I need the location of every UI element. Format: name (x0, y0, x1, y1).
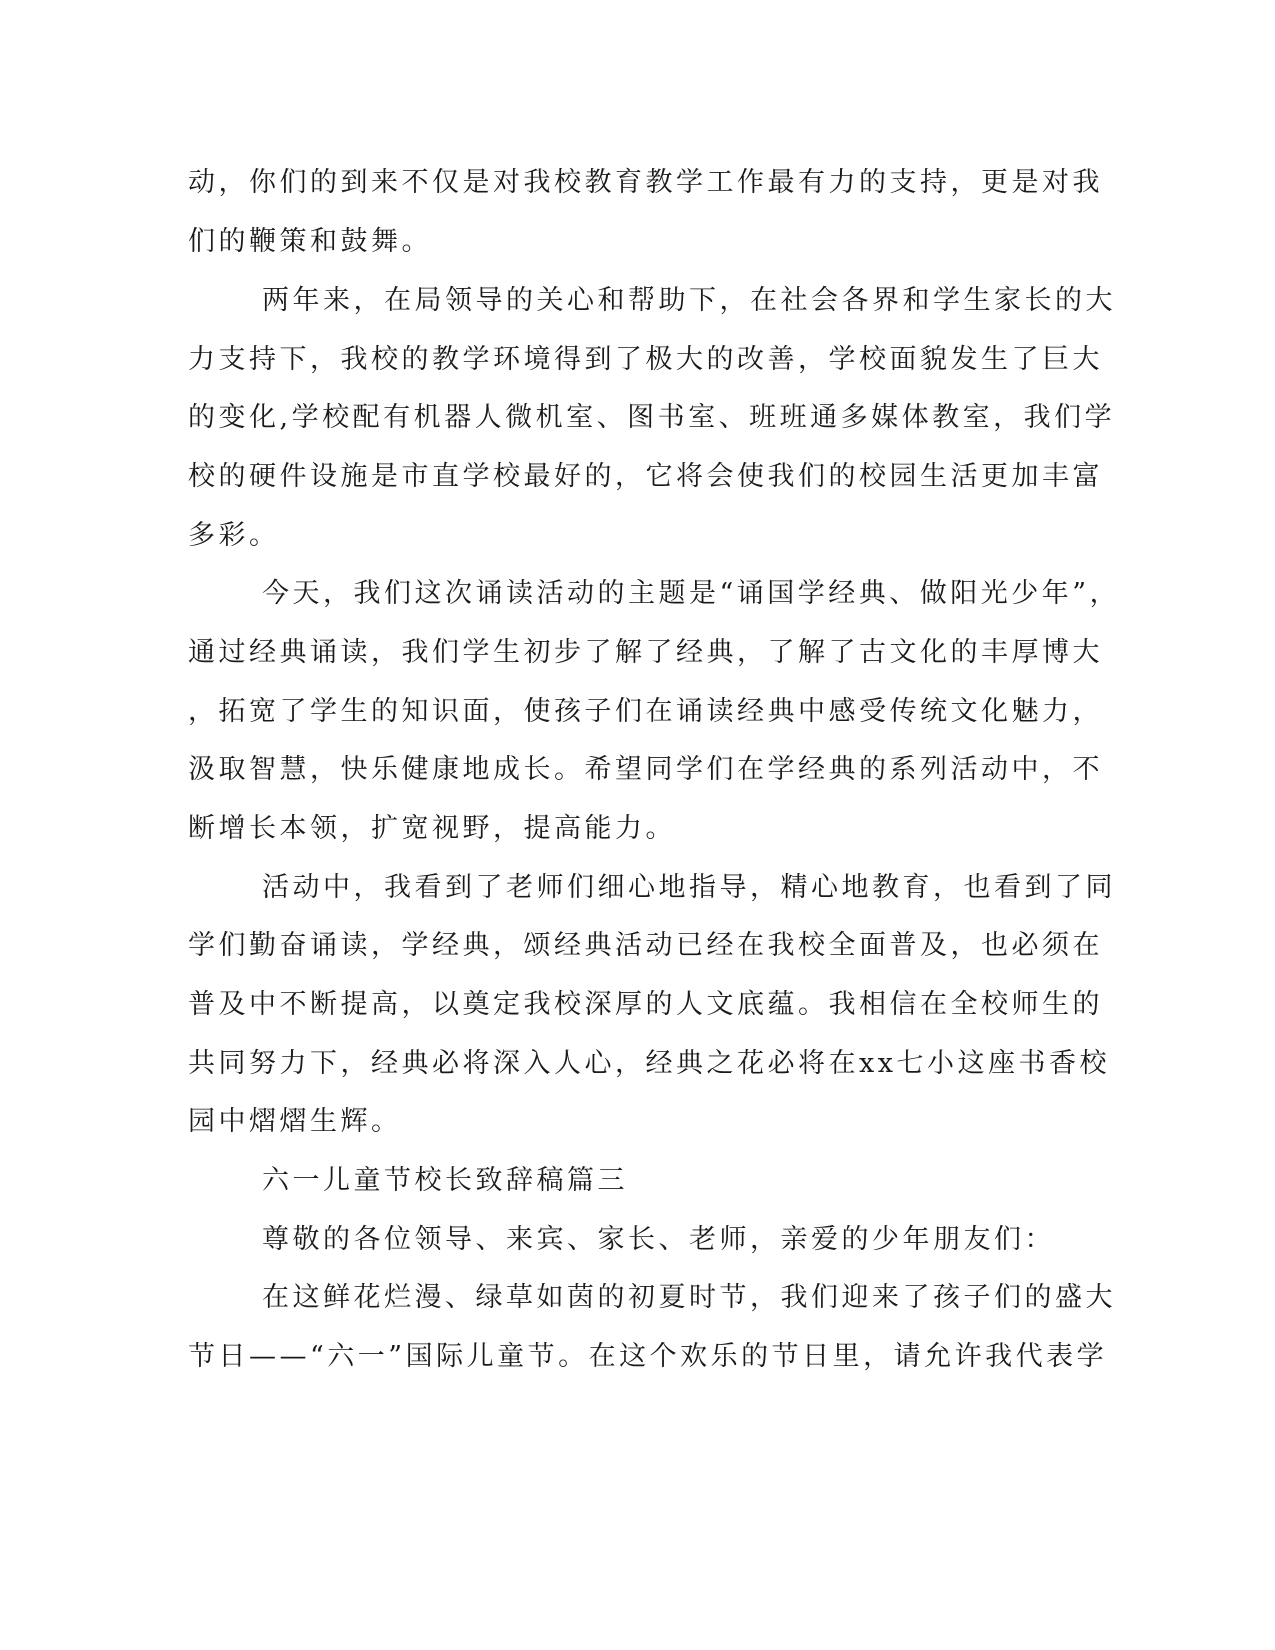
text-line: 的变化,学校配有机器人微机室、图书室、班班通多媒体教室，我们学 (188, 402, 1116, 433)
text-line: 断增长本领，扩宽视野，提高能力。 (188, 813, 676, 844)
text-line: ，拓宽了学生的知识面，使孩子们在诵读经典中感受传统文化魅力， (188, 696, 1103, 727)
text-line: 们的鞭策和鼓舞。 (188, 226, 432, 257)
text-line: 动，你们的到来不仅是对我校教育教学工作最有力的支持，更是对我 (188, 167, 1103, 198)
salutation: 尊敬的各位领导、来宾、家长、老师，亲爱的少年朋友们： (262, 1224, 1055, 1255)
text-line: 多彩。 (188, 520, 280, 551)
paragraph-start: 两年来，在局领导的关心和帮助下，在社会各界和学生家长的大 (262, 285, 1116, 316)
text-line: 力支持下，我校的教学环境得到了极大的改善，学校面貌发生了巨大 (188, 344, 1103, 375)
text-line: 节日——“六一”国际儿童节。在这个欢乐的节日里，请允许我代表学 (188, 1341, 1108, 1372)
text-line: 校的硬件设施是市直学校最好的，它将会使我们的校园生活更加丰富 (188, 461, 1103, 492)
text-line: 共同努力下，经典必将深入人心，经典之花必将在xx七小这座书香校 (188, 1048, 1110, 1079)
text-line: 普及中不断提高，以奠定我校深厚的人文底蕴。我相信在全校师生的 (188, 989, 1103, 1020)
text-line: 通过经典诵读，我们学生初步了解了经典，了解了古文化的丰厚博大 (188, 637, 1103, 668)
text-line: 汲取智慧，快乐健康地成长。希望同学们在学经典的系列活动中，不 (188, 754, 1103, 785)
section-heading: 六一儿童节校长致辞稿篇三 (262, 1165, 628, 1196)
paragraph-start: 今天，我们这次诵读活动的主题是“诵国学经典、做阳光少年”， (262, 578, 1121, 609)
paragraph-start: 活动中，我看到了老师们细心地指导，精心地教育，也看到了同 (262, 872, 1116, 903)
paragraph-start: 在这鲜花烂漫、绿草如茵的初夏时节，我们迎来了孩子们的盛大 (262, 1282, 1116, 1313)
text-line: 园中熠熠生辉。 (188, 1106, 402, 1137)
text-line: 学们勤奋诵读，学经典，颂经典活动已经在我校全面普及，也必须在 (188, 930, 1103, 961)
